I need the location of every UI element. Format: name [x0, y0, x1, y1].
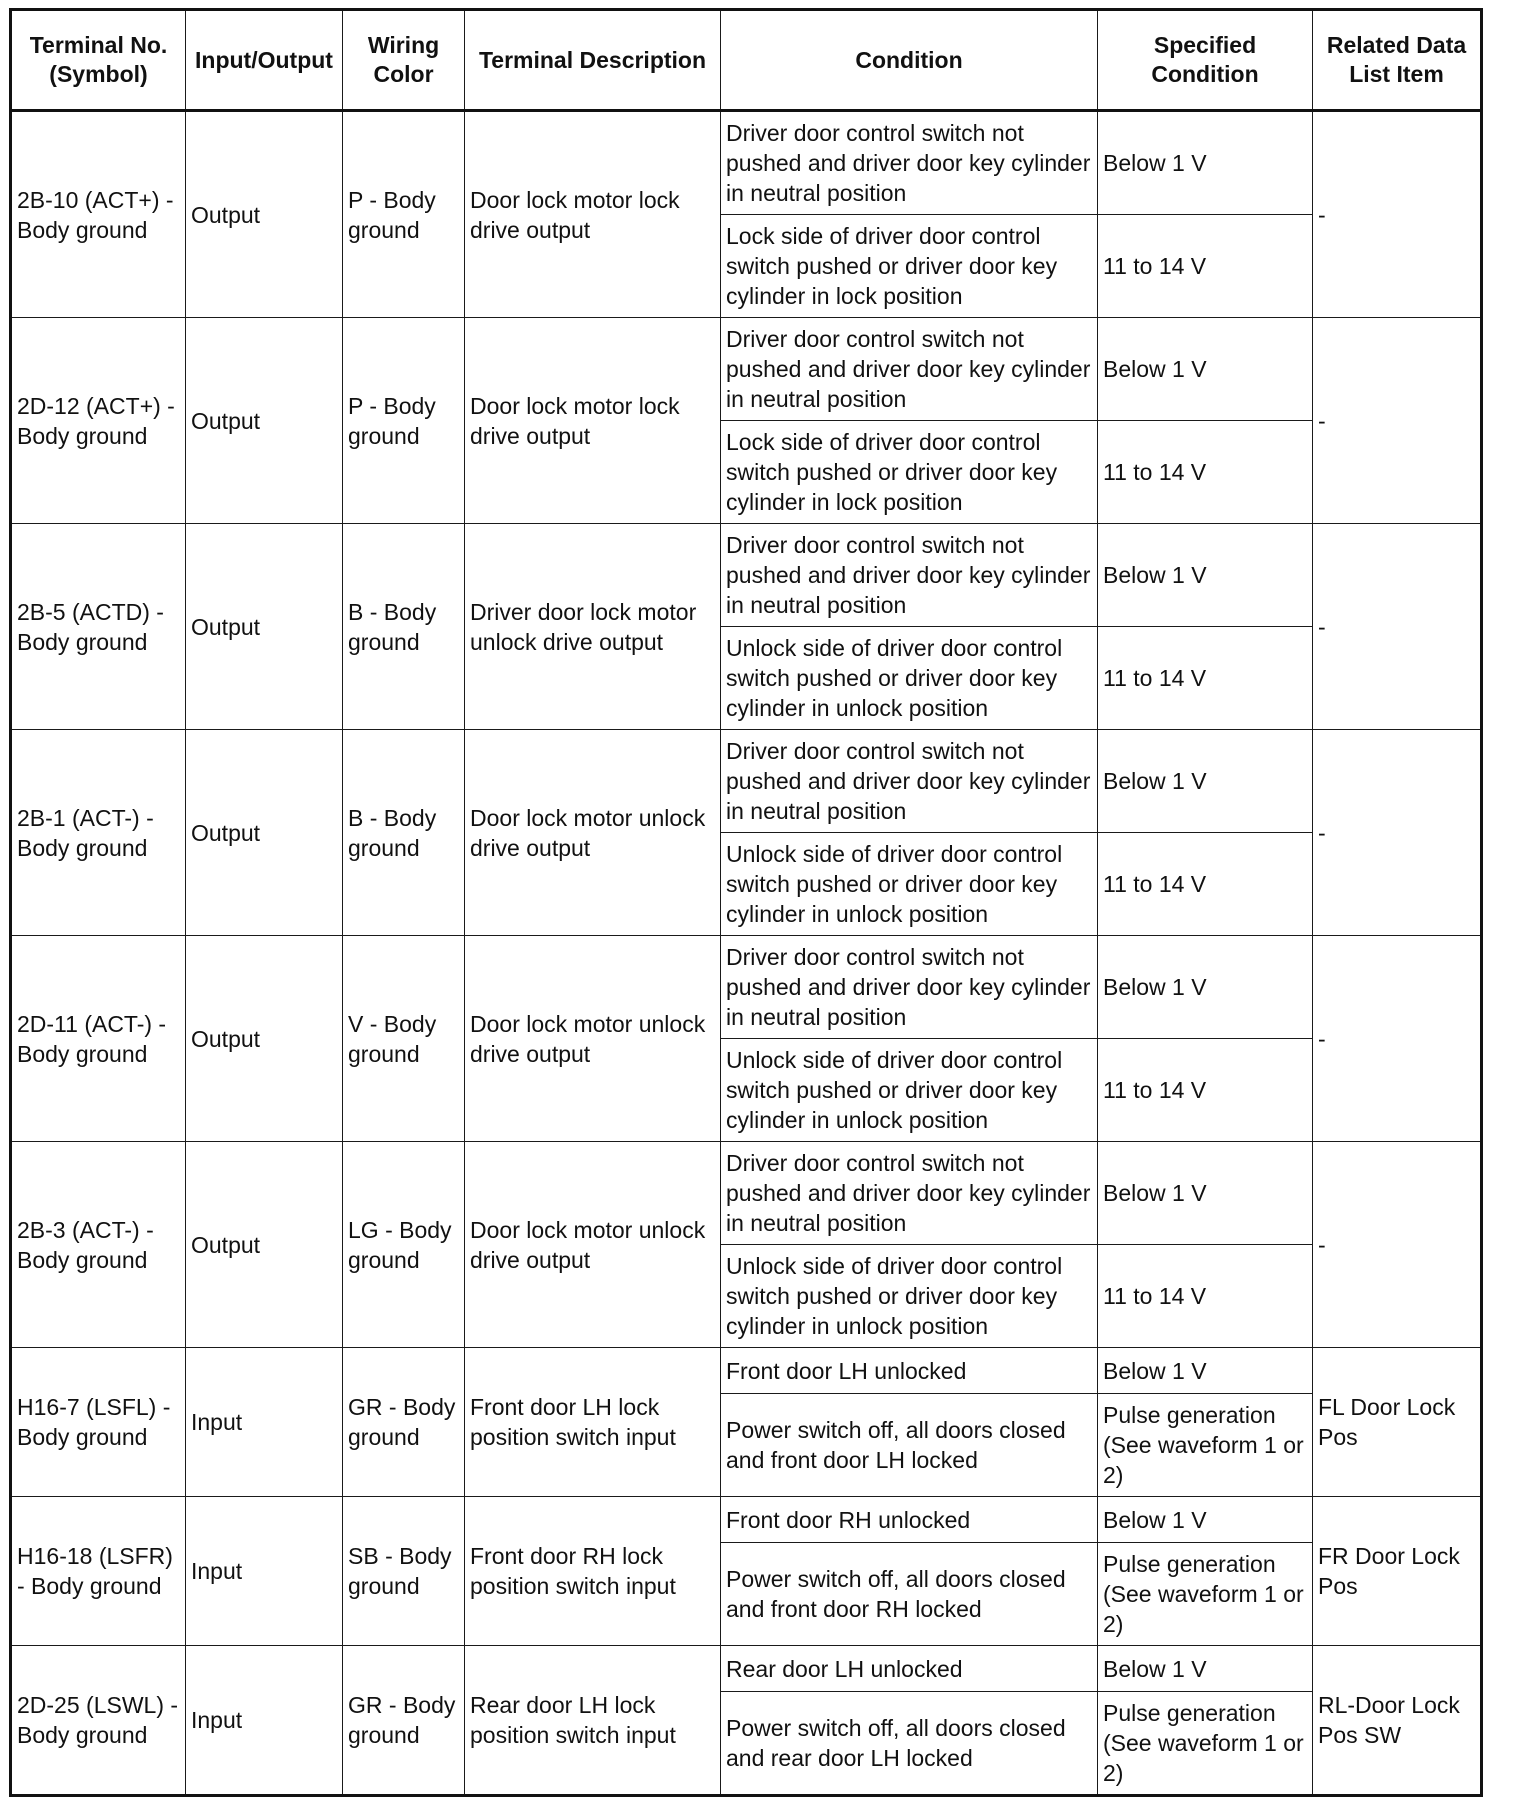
specified-cell: Below 1 V: [1098, 936, 1313, 1039]
terminal-cell: 2D-12 (ACT+) - Body ground: [11, 318, 186, 524]
terminal-cell: 2B-3 (ACT-) - Body ground: [11, 1142, 186, 1348]
io-cell: Output: [186, 1142, 343, 1348]
related-cell: RL-Door Lock Pos SW: [1313, 1646, 1482, 1796]
terminal-cell: 2D-11 (ACT-) - Body ground: [11, 936, 186, 1142]
specified-cell: Pulse generation (See waveform 1 or 2): [1098, 1394, 1313, 1497]
io-cell: Output: [186, 524, 343, 730]
terminal-cell: H16-18 (LSFR) - Body ground: [11, 1497, 186, 1646]
condition-cell: Power switch off, all doors closed and front door RH locked: [721, 1543, 1098, 1646]
description-cell: Door lock motor unlock drive output: [465, 1142, 721, 1348]
condition-cell: Power switch off, all doors closed and rear door LH locked: [721, 1692, 1098, 1796]
table-row: [11, 936, 1482, 1039]
specified-cell: Below 1 V: [1098, 1348, 1313, 1394]
table-row: [11, 730, 1482, 833]
description-cell: Rear door LH lock position switch input: [465, 1646, 721, 1796]
specified-cell: 11 to 14 V: [1098, 1039, 1313, 1142]
table-row: [11, 1646, 1482, 1692]
wiring-cell: V - Body ground: [343, 936, 465, 1142]
specified-cell: Below 1 V: [1098, 318, 1313, 421]
condition-cell: Front door RH unlocked: [721, 1497, 1098, 1543]
io-cell: Input: [186, 1348, 343, 1497]
description-cell: Door lock motor lock drive output: [465, 318, 721, 524]
specified-cell: Below 1 V: [1098, 111, 1313, 215]
terminal-cell: H16-7 (LSFL) - Body ground: [11, 1348, 186, 1497]
terminal-cell: 2B-5 (ACTD) - Body ground: [11, 524, 186, 730]
condition-cell: Driver door control switch not pushed and driver door key cylinder in neutral position: [721, 730, 1098, 833]
wiring-cell: P - Body ground: [343, 318, 465, 524]
related-cell: -: [1313, 111, 1482, 318]
description-cell: Door lock motor lock drive output: [465, 111, 721, 318]
condition-cell: Driver door control switch not pushed and driver door key cylinder in neutral position: [721, 318, 1098, 421]
specified-cell: 11 to 14 V: [1098, 215, 1313, 318]
condition-cell: Power switch off, all doors closed and front door LH locked: [721, 1394, 1098, 1497]
table-row: [11, 1348, 1482, 1394]
io-cell: Output: [186, 111, 343, 318]
condition-cell: Driver door control switch not pushed and driver door key cylinder in neutral position: [721, 524, 1098, 627]
wiring-cell: B - Body ground: [343, 730, 465, 936]
related-cell: -: [1313, 318, 1482, 524]
specified-cell: 11 to 14 V: [1098, 1245, 1313, 1348]
condition-cell: Driver door control switch not pushed and driver door key cylinder in neutral position: [721, 1142, 1098, 1245]
description-cell: Front door RH lock position switch input: [465, 1497, 721, 1646]
description-cell: Driver door lock motor unlock drive output: [465, 524, 721, 730]
io-cell: Input: [186, 1497, 343, 1646]
specified-cell: 11 to 14 V: [1098, 627, 1313, 730]
condition-cell: Unlock side of driver door control switch pushed or driver door key cylinder in unlock position: [721, 1245, 1098, 1348]
wiring-cell: SB - Body ground: [343, 1497, 465, 1646]
wiring-cell: P - Body ground: [343, 111, 465, 318]
description-cell: Door lock motor unlock drive output: [465, 936, 721, 1142]
condition-cell: Unlock side of driver door control switch pushed or driver door key cylinder in unlock position: [721, 833, 1098, 936]
specified-cell: Below 1 V: [1098, 1646, 1313, 1692]
header-wiring-color: Wiring Color: [343, 10, 465, 111]
io-cell: Input: [186, 1646, 343, 1796]
table-row: [11, 1142, 1482, 1245]
condition-cell: Rear door LH unlocked: [721, 1646, 1098, 1692]
io-cell: Output: [186, 936, 343, 1142]
header-specified-condition: Specified Condition: [1098, 10, 1313, 111]
header-related-data-list-item: Related Data List Item: [1313, 10, 1482, 111]
specified-cell: Below 1 V: [1098, 524, 1313, 627]
terminal-spec-table-wrapper: [9, 8, 1483, 1797]
terminal-cell: 2D-25 (LSWL) - Body ground: [11, 1646, 186, 1796]
table-row: [11, 318, 1482, 421]
table-row: [11, 111, 1482, 215]
specified-cell: Below 1 V: [1098, 1497, 1313, 1543]
terminal-cell: 2B-10 (ACT+) - Body ground: [11, 111, 186, 318]
related-cell: -: [1313, 936, 1482, 1142]
table-row: [11, 1497, 1482, 1543]
related-cell: -: [1313, 730, 1482, 936]
terminal-cell: 2B-1 (ACT-) - Body ground: [11, 730, 186, 936]
specified-cell: Below 1 V: [1098, 1142, 1313, 1245]
condition-cell: Driver door control switch not pushed and driver door key cylinder in neutral position: [721, 936, 1098, 1039]
header-condition: Condition: [721, 10, 1098, 111]
terminal-spec-table: [9, 8, 1483, 1797]
wiring-cell: B - Body ground: [343, 524, 465, 730]
specified-cell: 11 to 14 V: [1098, 833, 1313, 936]
related-cell: -: [1313, 524, 1482, 730]
header-terminal-description: Terminal Description: [465, 10, 721, 111]
condition-cell: Front door LH unlocked: [721, 1348, 1098, 1394]
header-terminal: Terminal No. (Symbol): [11, 10, 186, 111]
description-cell: Front door LH lock position switch input: [465, 1348, 721, 1497]
io-cell: Output: [186, 730, 343, 936]
header-input-output: Input/Output: [186, 10, 343, 111]
table-row: [11, 524, 1482, 627]
condition-cell: Unlock side of driver door control switch pushed or driver door key cylinder in unlock position: [721, 627, 1098, 730]
specified-cell: 11 to 14 V: [1098, 421, 1313, 524]
description-cell: Door lock motor unlock drive output: [465, 730, 721, 936]
header-row: [11, 10, 1482, 111]
wiring-cell: GR - Body ground: [343, 1646, 465, 1796]
specified-cell: Pulse generation (See waveform 1 or 2): [1098, 1692, 1313, 1796]
related-cell: FL Door Lock Pos: [1313, 1348, 1482, 1497]
condition-cell: Unlock side of driver door control switch pushed or driver door key cylinder in unlock position: [721, 1039, 1098, 1142]
condition-cell: Driver door control switch not pushed and driver door key cylinder in neutral position: [721, 111, 1098, 215]
wiring-cell: GR - Body ground: [343, 1348, 465, 1497]
related-cell: FR Door Lock Pos: [1313, 1497, 1482, 1646]
condition-cell: Lock side of driver door control switch pushed or driver door key cylinder in lock position: [721, 421, 1098, 524]
io-cell: Output: [186, 318, 343, 524]
specified-cell: Pulse generation (See waveform 1 or 2): [1098, 1543, 1313, 1646]
specified-cell: Below 1 V: [1098, 730, 1313, 833]
related-cell: -: [1313, 1142, 1482, 1348]
condition-cell: Lock side of driver door control switch pushed or driver door key cylinder in lock position: [721, 215, 1098, 318]
wiring-cell: LG - Body ground: [343, 1142, 465, 1348]
